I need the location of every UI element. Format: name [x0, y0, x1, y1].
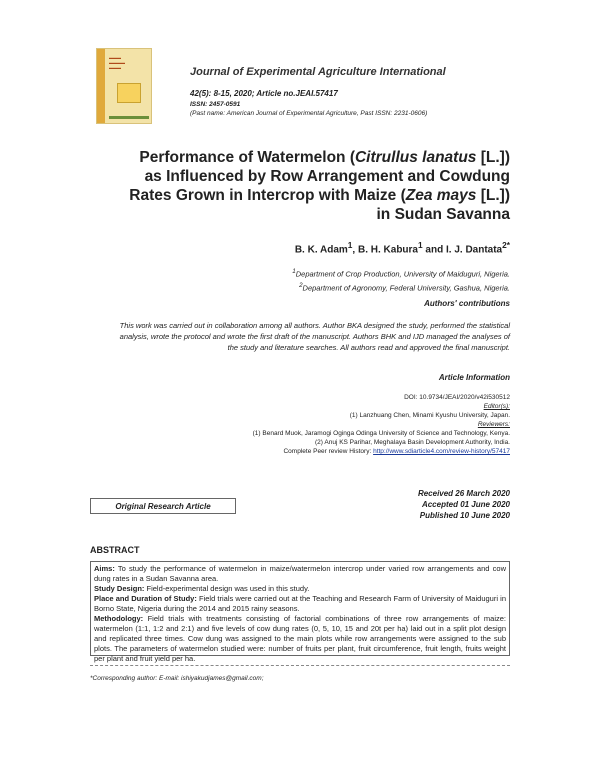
date-received: Received 26 March 2020	[417, 489, 510, 498]
article-info-block	[253, 393, 510, 456]
journal-volume: 42(5): 8-15, 2020; Article no.JEAI.57417	[190, 89, 338, 98]
abstract-design: Study Design: Field-experimental design was used in this study.	[94, 584, 310, 593]
cover-stripe	[97, 49, 105, 123]
review-history: Complete Peer review History: http://www.sdiarticle4.com/review-history/57417	[283, 448, 510, 455]
reviewer-1: (1) Benard Muok, Jaramogi Oginga Odinga University of Science and Technology, Kenya.	[252, 430, 510, 437]
doi: DOI: 10.9734/JEAI/2020/v42i530512	[404, 394, 510, 401]
editors-label: Editor(s):	[483, 403, 510, 410]
abstract-methodology: Methodology: Field trials with treatments consisting of factorial combinations of three row arrangements of maize: watermelon (1:1, 1:2 and 2:1) and five levels of cow dung rates (0, 5, 10, 15 and 20t per ha) laid out in a split plot design and replicated three times. Cow dung was assigned to the main plots while row arrangements were assigned to the sub plots. The parameters of watermelon studied were: number of fruits per plant, fruit circumference, fruit length, fruits weight per plant and fruit yield per ha.	[94, 614, 506, 663]
paper-title: Performance of Watermelon (Citrullus lanatus [L.]) as Influenced by Row Arrangement and Cowdung Rates Grown in Intercrop with Maize (Zea mays [L.]) in Sudan Savanna	[129, 149, 510, 223]
publication-dates	[418, 488, 510, 521]
cover-footer-bar	[109, 116, 149, 119]
reviewer-2: (2) Anuj KS Parihar, Meghalaya Basin Development Authority, India.	[315, 439, 510, 446]
affiliation-2: $^2$Department of Agronomy, Federal University, Gashua, Nigeria.	[299, 281, 510, 292]
journal-past-name: (Past name: American Journal of Experimental Agriculture, Past ISSN: 2231-0606)	[190, 110, 428, 117]
date-published: Published 10 June 2020	[419, 511, 510, 520]
journal-name: Journal of Experimental Agriculture International	[190, 66, 446, 78]
reviewers-label: Reviewers:	[477, 421, 510, 428]
abstract-aims: Aims: To study the performance of watermelon in maize/watermelon intercrop under varied row arrangements and cow dung rates in a Sudan Savanna area.	[94, 564, 506, 583]
contributions-text: This work was carried out in collaboration among all authors. Author BKA designed the study, performed the statistical analysis, wrote the protocol and wrote the first draft of the manuscript. Authors BHK and IJD managed the analyses of the study and literature searches. All authors read and approved the final manuscript.	[119, 321, 510, 352]
abstract-place: Place and Duration of Study: Field trials were carried out at the Teaching and Research Farm of University of Maiduguri in Borno State, Nigeria during the 2014 and 2015 rainy seasons.	[94, 594, 506, 613]
affiliation-1: $^1$Department of Crop Production, University of Maiduguri, Nigeria.	[292, 268, 510, 279]
footnote-divider	[90, 665, 510, 666]
editor-1: (1) Lanzhuang Chen, Minami Kyushu University, Japan.	[349, 412, 510, 419]
cover-badge	[117, 83, 141, 103]
abstract-heading: ABSTRACT	[90, 545, 140, 555]
corresponding-author: *Corresponding author: E-mail: ishiyakudjames@gmail.com;	[90, 675, 264, 682]
abstract-box	[90, 561, 510, 663]
affiliations	[292, 266, 510, 293]
article-info-heading: Article Information	[438, 373, 510, 382]
cover-title-art: ▬▬▬ ▬▬▬▬ ▬▬▬	[109, 55, 125, 70]
article-type-badge: Original Research Article	[90, 498, 236, 514]
contributions-heading: Authors' contributions	[424, 299, 510, 308]
review-history-link[interactable]: http://www.sdiarticle4.com/review-history/57417	[373, 448, 510, 455]
journal-issn: ISSN: 2457-0591	[190, 101, 241, 108]
journal-cover-image	[96, 48, 152, 124]
date-accepted: Accepted 01 June 2020	[421, 500, 510, 509]
author-list: B. K. Adam$^1$, B. H. Kabura$^1$ and I. J. Dantata$^{2*}$	[294, 240, 510, 256]
